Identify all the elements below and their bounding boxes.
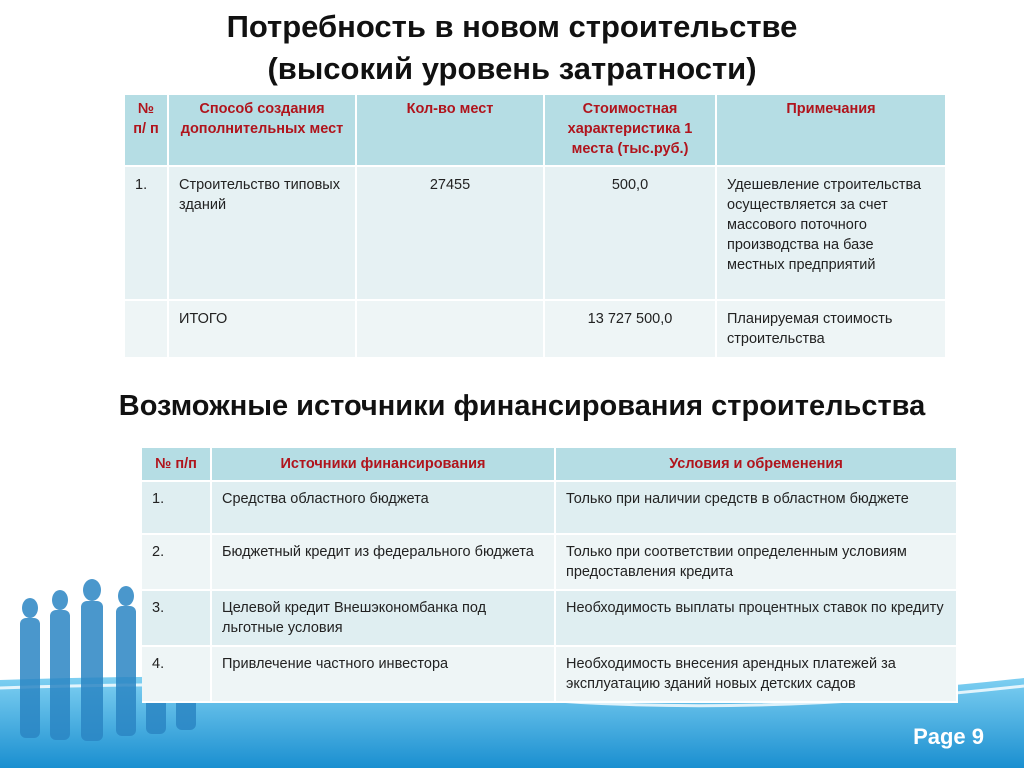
table-row bbox=[125, 167, 947, 301]
header-cell: Кол-во мест bbox=[357, 95, 545, 167]
financing-sources-table bbox=[142, 448, 958, 703]
header-cell: Стоимостная характеристика 1 места (тыс.руб.) bbox=[545, 95, 717, 167]
table-cell: Необходимость внесения арендных платежей за эксплуатацию зданий новых детских садов bbox=[556, 647, 958, 703]
page-title bbox=[0, 6, 1024, 90]
table-cell: Средства областного бюджета bbox=[212, 482, 556, 535]
table-cell: 2. bbox=[142, 535, 212, 591]
table-row bbox=[142, 535, 958, 591]
header-cell: Способ создания дополнительных мест bbox=[169, 95, 357, 167]
table-row bbox=[142, 647, 958, 703]
table-cell bbox=[125, 301, 169, 359]
table-cell: 4. bbox=[142, 647, 212, 703]
title-line-1: Потребность в новом строительстве bbox=[226, 9, 798, 44]
table-cell: Привлечение частного инвестора bbox=[212, 647, 556, 703]
header-cell: Условия и обременения bbox=[556, 448, 958, 482]
header-cell: № п/п bbox=[142, 448, 212, 482]
page-number: Page 9 bbox=[913, 724, 984, 749]
table-cell: Удешевление строительства осуществляется за счет массового поточного производства на базе местных предприятий bbox=[717, 167, 947, 301]
table-cell: Строительство типовых зданий bbox=[169, 167, 357, 301]
table-cell: Необходимость выплаты процентных ставок по кредиту bbox=[556, 591, 958, 647]
section-heading: Возможные источники финансирования строительства bbox=[118, 390, 926, 422]
table-row-total bbox=[125, 301, 947, 359]
table-row bbox=[142, 482, 958, 535]
header-cell: Примечания bbox=[717, 95, 947, 167]
table-cell: 500,0 bbox=[545, 167, 717, 301]
header-cell: № п/ п bbox=[125, 95, 169, 167]
table-header-row bbox=[125, 95, 947, 167]
table-cell: ИТОГО bbox=[169, 301, 357, 359]
table-cell: 13 727 500,0 bbox=[545, 301, 717, 359]
table-cell: Целевой кредит Внешэкономбанка под льготные условия bbox=[212, 591, 556, 647]
table-cell: 27455 bbox=[357, 167, 545, 301]
table-cell: Только при соответствии определенным условиям предоставления кредита bbox=[556, 535, 958, 591]
table-header-row bbox=[142, 448, 958, 482]
table-cell: Бюджетный кредит из федерального бюджета bbox=[212, 535, 556, 591]
table-cell: Планируемая стоимость строительства bbox=[717, 301, 947, 359]
table-cell bbox=[357, 301, 545, 359]
table-cell: 1. bbox=[142, 482, 212, 535]
title-line-2: (высокий уровень затратности) bbox=[267, 51, 757, 86]
table-cell: 1. bbox=[125, 167, 169, 301]
table-cell: Только при наличии средств в областном бюджете bbox=[556, 482, 958, 535]
table-row bbox=[142, 591, 958, 647]
table-cell: 3. bbox=[142, 591, 212, 647]
construction-needs-table bbox=[125, 95, 947, 359]
header-cell: Источники финансирования bbox=[212, 448, 556, 482]
